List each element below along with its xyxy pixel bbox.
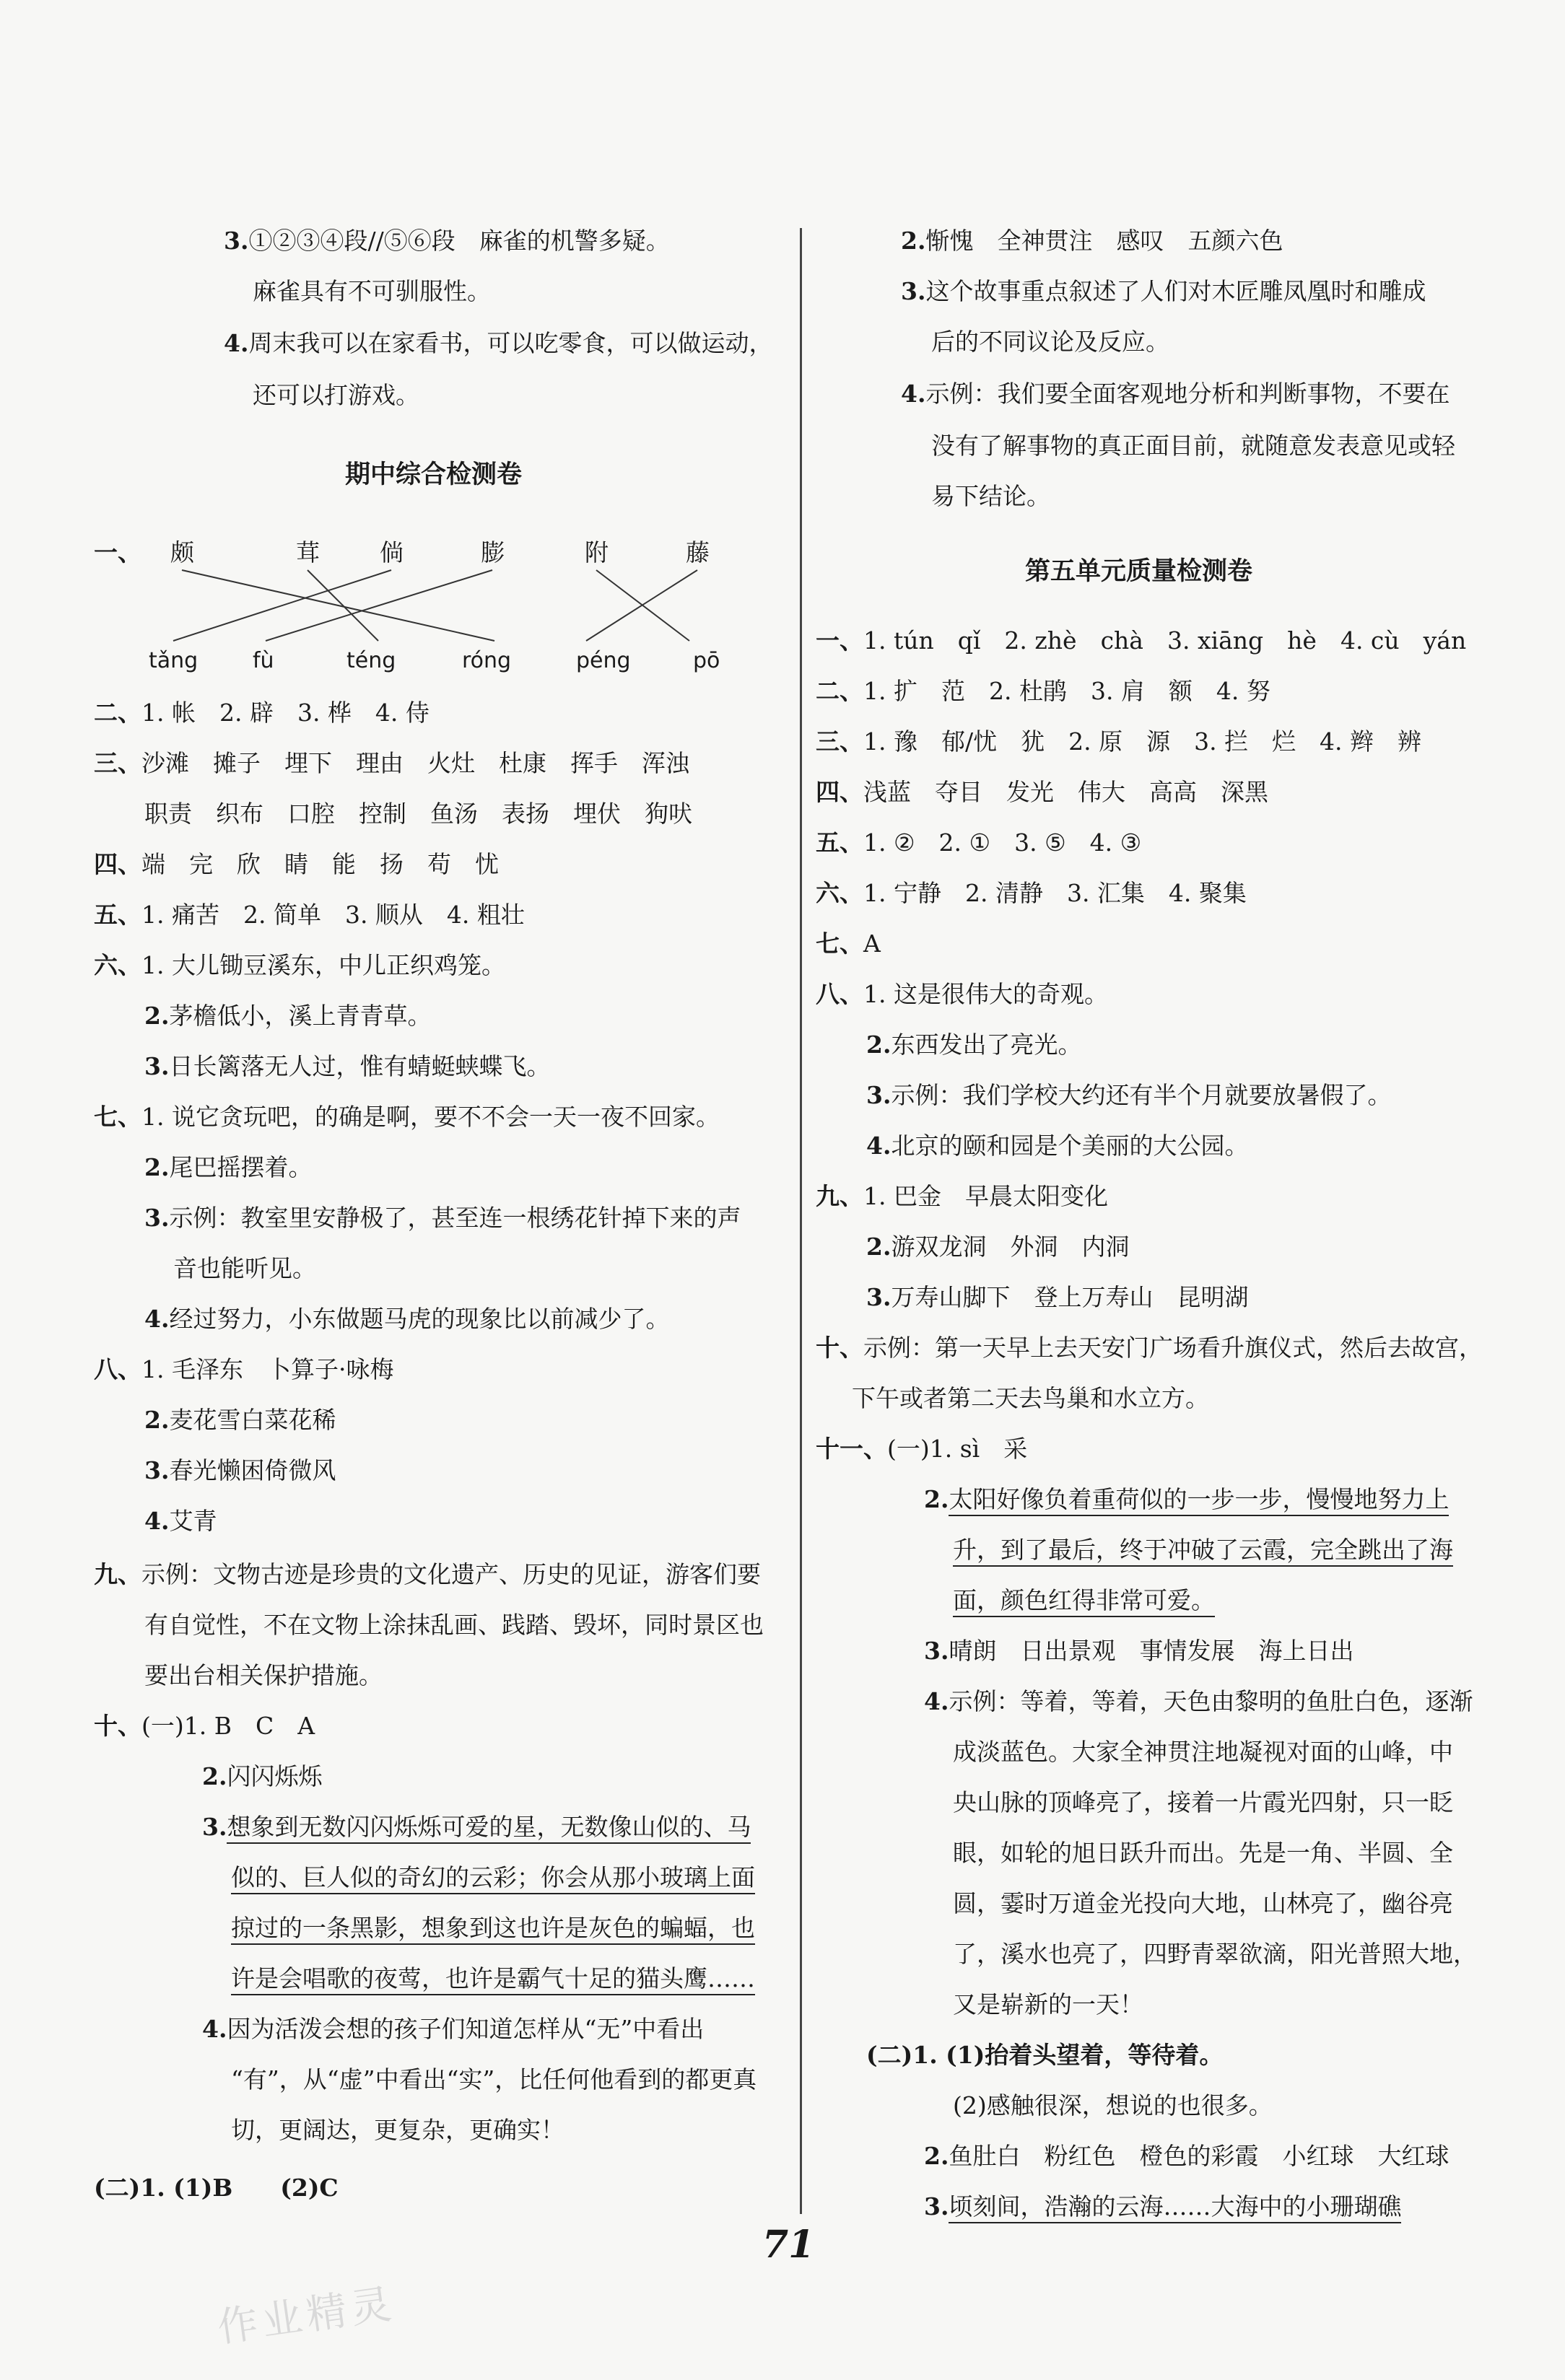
answer-line: (二)1. (1)抬着头望着，等待着。 xyxy=(866,2041,1224,2069)
answer-line: 圆，霎时万道金光投向大地，山林亮了，幽谷亮 xyxy=(953,1889,1453,1917)
answer-line: 九、1. 巴金 早晨太阳变化 xyxy=(816,1182,1108,1210)
answer-line: 3.想象到无数闪闪烁烁可爱的星，无数像山似的、马 xyxy=(202,1811,751,1843)
match-word: 附 xyxy=(585,538,609,566)
answer-line: 4.艾青 xyxy=(144,1507,217,1535)
answer-line: 后的不同议论及反应。 xyxy=(931,328,1169,356)
answer-line: 了，溪水也亮了，四野青翠欲滴，阳光普照大地， xyxy=(953,1940,1477,1968)
answer-line: 4.示例：我们要全面客观地分析和判断事物，不要在 xyxy=(901,380,1450,408)
matching-lines xyxy=(0,0,794,686)
answer-line: 五、1. ② 2. ① 3. ⑤ 4. ③ xyxy=(816,828,1142,857)
answer-line: 成淡蓝色。大家全神贯注地凝视对面的山峰，中 xyxy=(953,1738,1453,1766)
answer-line: 3.①②③④段//⑤⑥段 麻雀的机警多疑。 xyxy=(224,227,670,255)
pinyin: pō xyxy=(693,648,720,673)
match-word: 倘 xyxy=(380,538,404,566)
answer-line: 4.经过努力，小东做题马虎的现象比以前减少了。 xyxy=(144,1305,670,1333)
answer-line: 2.惭愧 全神贯注 感叹 五颜六色 xyxy=(901,227,1283,255)
answer-line: 央山脉的顶峰亮了，接着一片霞光四射，只一眨 xyxy=(953,1788,1453,1816)
answer-line: 八、1. 这是很伟大的奇观。 xyxy=(816,980,1108,1008)
page-number: 71 xyxy=(762,2223,815,2267)
answer-line: 2.太阳好像负着重荷似的一步一步，慢慢地努力上 xyxy=(924,1484,1449,1515)
answer-line: 四、浅蓝 夺目 发光 伟大 高高 深黑 xyxy=(816,778,1268,806)
pinyin: tǎng xyxy=(149,648,199,673)
answer-line: 2.麦花雪白菜花稀 xyxy=(144,1406,336,1434)
answer-line: 没有了解事物的真正面目前，就随意发表意见或轻 xyxy=(931,432,1455,460)
answer-line: 要出台相关保护措施。 xyxy=(144,1661,383,1689)
answer-line: (二)1. (1)B (2)C xyxy=(94,2174,339,2202)
answer-line: 七、A xyxy=(816,929,881,958)
pinyin: fù xyxy=(253,648,274,673)
answer-line: 三、沙滩 摊子 埋下 理由 火灶 杜康 挥手 浑浊 xyxy=(94,749,689,777)
answer-line: 4.周末我可以在家看书，可以吃零食，可以做运动， xyxy=(224,329,773,357)
question-label: 一、 xyxy=(94,538,141,566)
pinyin: péng xyxy=(576,648,631,673)
answer-line: 面，颜色红得非常可爱。 xyxy=(953,1585,1215,1616)
answer-line: 八、1. 毛泽东 卜算子·咏梅 xyxy=(94,1355,394,1383)
answer-line: 3.这个故事重点叙述了人们对木匠雕凤凰时和雕成 xyxy=(901,277,1426,305)
answer-line: 3.万寿山脚下 登上万寿山 昆明湖 xyxy=(866,1283,1249,1311)
answer-line: 十一、(一)1. sì 采 xyxy=(816,1435,1028,1463)
answer-line: 升，到了最后，终于冲破了云霞，完全跳出了海 xyxy=(953,1534,1453,1566)
answer-line: 有自觉性，不在文物上涂抹乱画、践踏、毁坏，同时景区也 xyxy=(144,1611,764,1639)
answer-line: “有”，从“虚”中看出“实”，比任何他看到的都更真 xyxy=(231,2065,757,2094)
answer-line: 易下结论。 xyxy=(931,482,1050,510)
answer-line: 4.示例：等着，等着，天色由黎明的鱼肚白色，逐渐 xyxy=(924,1687,1473,1715)
match-word: 膨 xyxy=(481,538,505,566)
answer-line: 还可以打游戏。 xyxy=(253,381,419,409)
match-word: 茸 xyxy=(296,538,320,566)
answer-line: 3.日长篱落无人过，惟有蜻蜓蛱蝶飞。 xyxy=(144,1052,551,1080)
answer-line: 职责 织布 口腔 控制 鱼汤 表扬 埋伏 狗吠 xyxy=(144,800,692,828)
answer-line: 2.东西发出了亮光。 xyxy=(866,1031,1082,1059)
answer-line: 2.茅檐低小，溪上青青草。 xyxy=(144,1002,432,1030)
pinyin: téng xyxy=(346,648,396,673)
answer-line: 眼，如轮的旭日跃升而出。先是一角、半圆、全 xyxy=(953,1839,1453,1867)
watermark: 作业精灵 xyxy=(214,2280,398,2352)
answer-line: 3.示例：教室里安静极了，甚至连一根绣花针掉下来的声 xyxy=(144,1204,741,1232)
answer-line: 掠过的一条黑影，想象到这也许是灰色的蝙蝠，也 xyxy=(231,1912,755,1944)
answer-line: 3.晴朗 日出景观 事情发展 海上日出 xyxy=(924,1637,1354,1665)
answer-line: 2.游双龙洞 外洞 内洞 xyxy=(866,1233,1130,1261)
answer-line: 4.北京的颐和园是个美丽的大公园。 xyxy=(866,1132,1249,1160)
answer-line: 十、(一)1. B C A xyxy=(94,1712,315,1740)
answer-line: 4.因为活泼会想的孩子们知道怎样从“无”中看出 xyxy=(202,2015,705,2043)
answer-line: 二、1. 扩 范 2. 杜鹃 3. 肩 额 4. 努 xyxy=(816,677,1270,705)
answer-line: 三、1. 豫 郁/忧 犹 2. 原 源 3. 拦 烂 4. 辫 辨 xyxy=(816,727,1422,756)
answer-line: 七、1. 说它贪玩吧，的确是啊，要不不会一天一夜不回家。 xyxy=(94,1103,720,1131)
answer-line: 麻雀具有不可驯服性。 xyxy=(253,277,491,305)
answer-line: 3.示例：我们学校大约还有半个月就要放暑假了。 xyxy=(866,1081,1392,1109)
answer-line: 2.尾巴摇摆着。 xyxy=(144,1153,313,1181)
answer-line: 六、1. 宁静 2. 清静 3. 汇集 4. 聚集 xyxy=(816,879,1247,907)
answer-line: 下午或者第二天去鸟巢和水立方。 xyxy=(852,1384,1209,1412)
answer-line: 六、1. 大儿锄豆溪东，中儿正织鸡笼。 xyxy=(94,951,505,979)
answer-line: 四、端 完 欣 睛 能 扬 苟 忧 xyxy=(94,850,499,878)
answer-line: 许是会唱歌的夜莺，也许是霸气十足的猫头鹰…… xyxy=(231,1963,755,1995)
answer-line: 似的、巨人似的奇幻的云彩；你会从那小玻璃上面 xyxy=(231,1862,755,1894)
match-word: 颇 xyxy=(170,538,194,566)
answer-line: 九、示例：文物古迹是珍贵的文化遗产、历史的见证，游客们要 xyxy=(94,1560,761,1588)
answer-line: 又是崭新的一天！ xyxy=(953,1990,1143,2018)
answer-line: (2)感触很深，想说的也很多。 xyxy=(953,2091,1273,2119)
column-divider xyxy=(800,228,802,2214)
answer-line: 3.春光懒困倚微风 xyxy=(144,1456,336,1484)
answer-line: 十、示例：第一天早上去天安门广场看升旗仪式，然后去故宫， xyxy=(816,1334,1483,1362)
answer-line: 2.鱼肚白 粉红色 橙色的彩霞 小红球 大红球 xyxy=(924,2142,1450,2170)
answer-line: 音也能听见。 xyxy=(173,1254,316,1282)
answer-line: 五、1. 痛苦 2. 简单 3. 顺从 4. 粗壮 xyxy=(94,901,525,929)
answer-line: 2.闪闪烁烁 xyxy=(202,1762,323,1790)
pinyin: róng xyxy=(462,648,512,673)
answer-line: 3.顷刻间，浩瀚的云海……大海中的小珊瑚礁 xyxy=(924,2191,1401,2223)
match-word: 藤 xyxy=(686,538,710,566)
section-title: 期中综合检测卷 xyxy=(345,460,523,489)
answer-line: 一、1. tún qǐ 2. zhè chà 3. xiāng hè 4. cù yán xyxy=(816,626,1467,655)
answer-line: 二、1. 帐 2. 辟 3. 桦 4. 侍 xyxy=(94,699,430,727)
answer-line: 切，更阔达，更复杂，更确实！ xyxy=(231,2116,564,2144)
section-title: 第五单元质量检测卷 xyxy=(1025,556,1253,586)
